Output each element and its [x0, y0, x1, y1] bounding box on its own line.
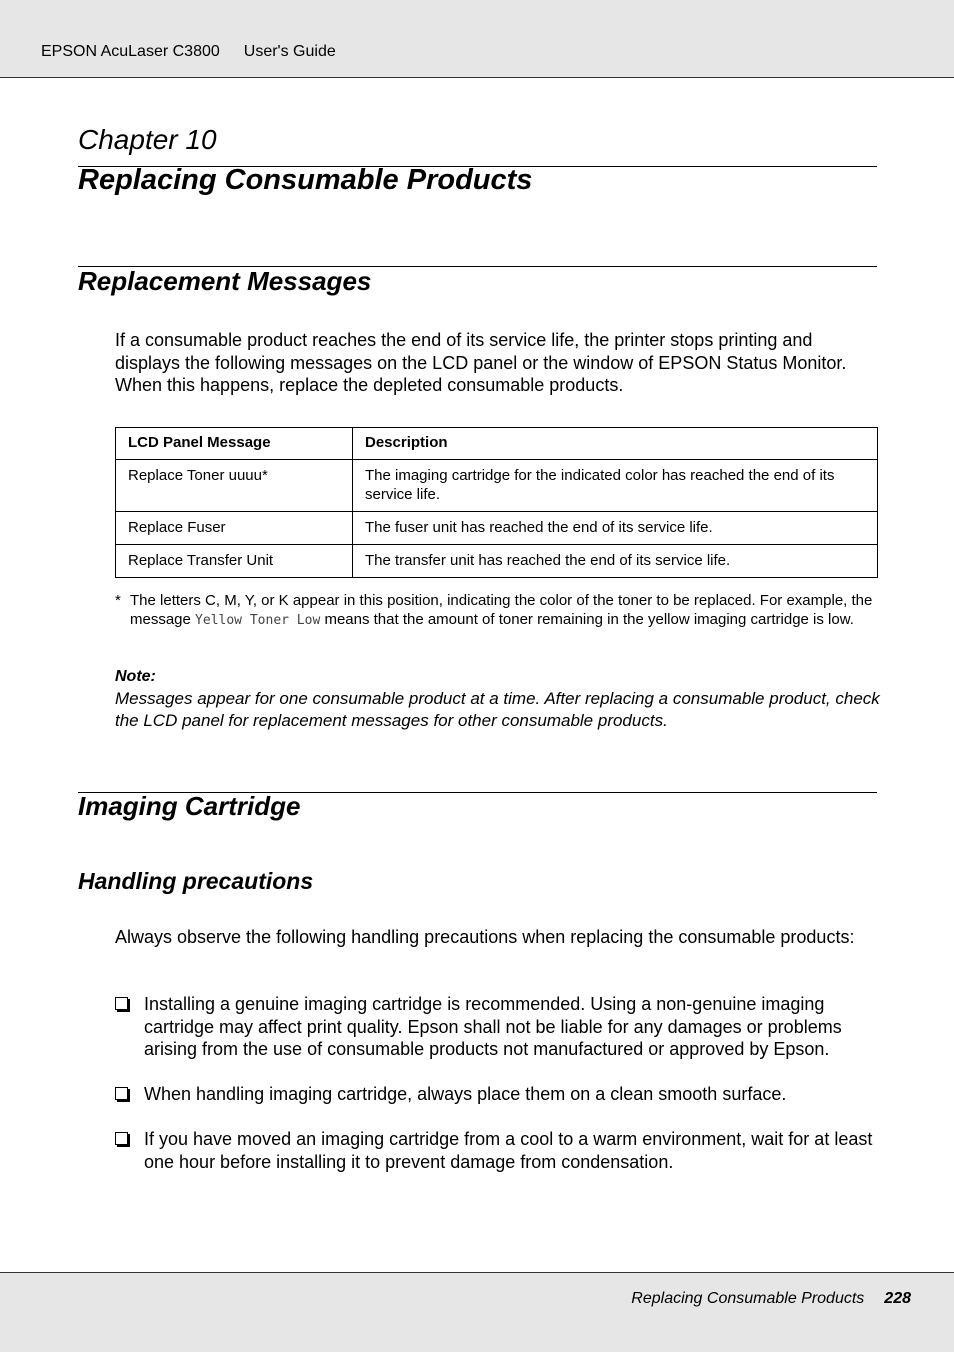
footnote-body: [130, 591, 878, 630]
table-header-cell: Description: [353, 428, 878, 460]
footnote-text-after: means that the amount of toner remaining in the yellow imaging cartridge is low.: [320, 611, 854, 628]
table-row: [116, 545, 878, 578]
table-header-cell: LCD Panel Message: [116, 428, 353, 460]
note-label: Note:: [115, 668, 156, 685]
table-cell-description: The fuser unit has reached the end of its service life.: [353, 512, 878, 545]
chapter-label: Chapter 10: [78, 124, 217, 155]
chapter-title: Replacing Consumable Products: [78, 164, 533, 196]
table-cell-message: Replace Toner uuuu*: [116, 460, 353, 512]
footer-text: [631, 1290, 911, 1308]
list-item: [115, 1083, 880, 1106]
table-header-row: [116, 428, 878, 460]
subsection-title-handling: Handling precautions: [78, 868, 314, 894]
list-item: [115, 1128, 880, 1173]
table-footnote: [115, 591, 878, 630]
table-cell-description: The imaging cartridge for the indicated color has reached the end of its service life.: [353, 460, 878, 512]
footnote-mark: *: [115, 592, 121, 609]
note-text: Messages appear for one consumable product at a time. After replacing a consumable product, check the LCD panel for replacement messages for other consumable products.: [115, 689, 880, 730]
table-row: [116, 460, 878, 512]
table-cell-message: Replace Fuser: [116, 512, 353, 545]
checkbox-bullet-icon: [115, 1132, 128, 1145]
page-header: [0, 0, 954, 78]
checkbox-bullet-icon: [115, 997, 128, 1010]
header-product: EPSON AcuLaser C3800: [41, 43, 220, 60]
handling-intro: Always observe the following handling precautions when replacing the consumable products:: [115, 927, 855, 947]
list-item-text: If you have moved an imaging cartridge from a cool to a warm environment, wait for at least one hour before installing it to prevent damage from condensation.: [144, 1129, 873, 1172]
section-title-imaging: Imaging Cartridge: [78, 791, 301, 821]
page-number: 228: [884, 1290, 911, 1307]
footnote-code: Yellow Toner Low: [195, 613, 321, 628]
table-cell-description: The transfer unit has reached the end of its service life.: [353, 545, 878, 578]
list-item-text: When handling imaging cartridge, always place them on a clean smooth surface.: [144, 1084, 787, 1104]
footer-title: Replacing Consumable Products: [631, 1290, 865, 1307]
footnote-text-before: The letters C, M, Y, or K appear in this position, indicating the color of the toner to be replaced. For example, the message: [130, 592, 873, 628]
page-footer: [0, 1272, 954, 1352]
table-row: [116, 512, 878, 545]
replacement-intro: If a consumable product reaches the end of its service life, the printer stops printing and displays the following messages on the LCD panel or the window of EPSON Status Monitor. When this happens, replace the depleted consumable products.: [115, 330, 847, 395]
header-text: [41, 43, 336, 61]
section-title-replacement: Replacement Messages: [78, 266, 372, 296]
replacement-messages-table: [115, 427, 878, 578]
header-guide: User's Guide: [243, 43, 336, 60]
list-item-text: Installing a genuine imaging cartridge is recommended. Using a non-genuine imaging cartridge may affect print quality. Epson shall not be liable for any damages or problems arising from the use of consumable products not manufactured or approved by Epson.: [144, 994, 842, 1059]
list-item: [115, 993, 880, 1061]
checkbox-bullet-icon: [115, 1087, 128, 1100]
table-cell-message: Replace Transfer Unit: [116, 545, 353, 578]
